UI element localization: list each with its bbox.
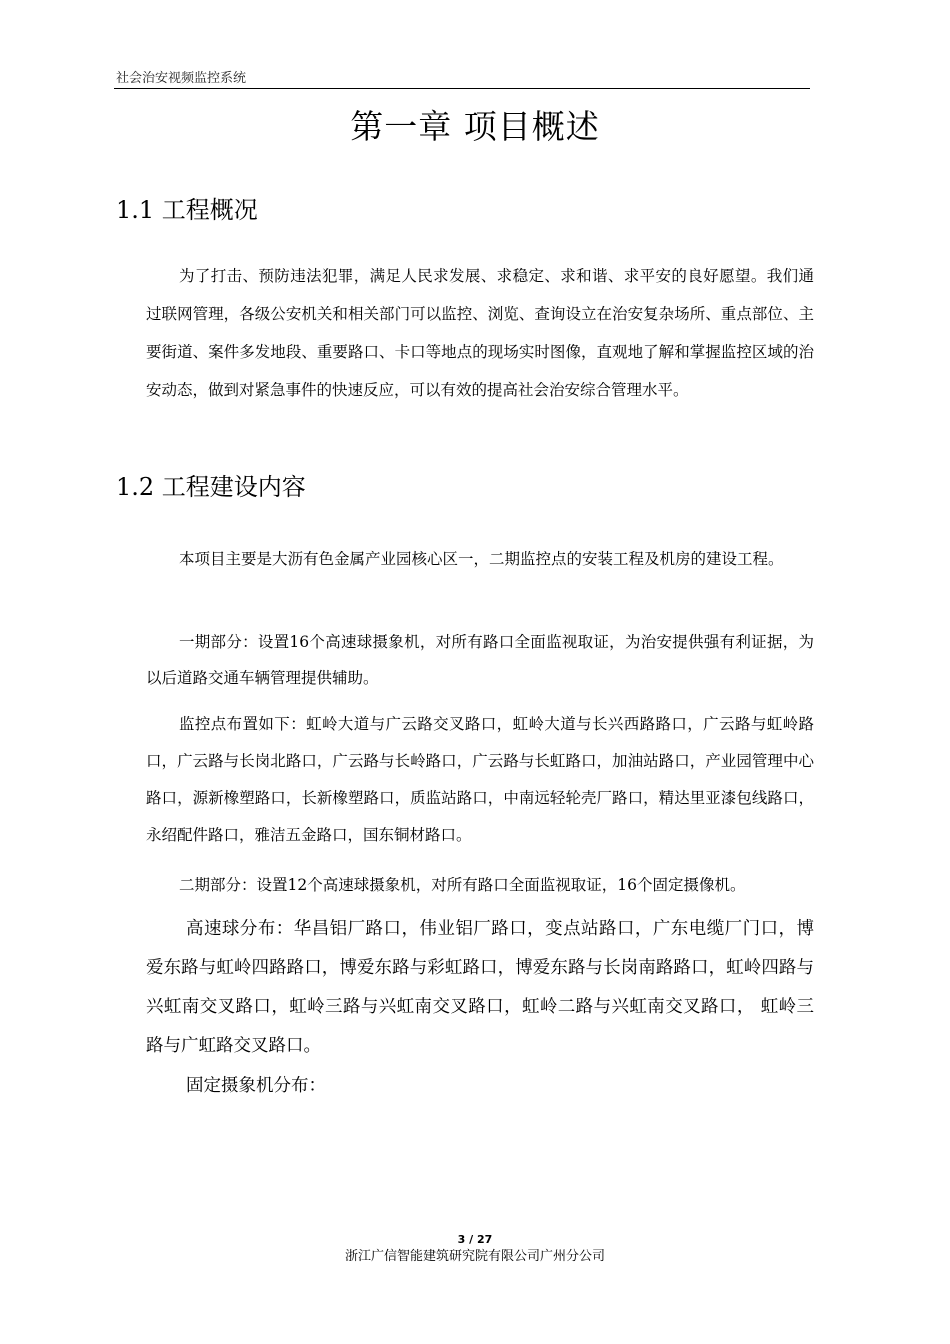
paragraph-scope: 本项目主要是大沥有色金属产业园核心区一，二期监控点的安装工程及机房的建设工程。 [179, 550, 784, 568]
paragraph-monitor-points: 监控点布置如下：虹岭大道与广云路交叉路口，虹岭大道与长兴西路路口，广云路与虹岭路口，广云路与长岗北路口，广云路与长岭路口，广云路与长虹路口，加油站路口，产业园管理中心路口，源新橡塑路口，长新橡塑路口，质监站路口，中南远轻轮壳厂路口，精达里亚漆包线路口，永绍配件路口，雅洁五金路口，国东铜材路口。 [146, 715, 814, 844]
paragraph-project-overview: 为了打击、预防违法犯罪，满足人民求发展、求稳定、求和谐、求平安的良好愿望。我们通过联网管理，各级公安机关和相关部门可以监控、浏览、查询设立在治安复杂场所、重点部位、主要街道、案件多发地段、重要路口、卡口等地点的现场实时图像，直观地了解和掌握监控区域的治安动态，做到对紧急事件的快速反应，可以有效的提高社会治安综合管理水平。 [146, 267, 814, 399]
paragraph-phase-one: 一期部分：设置16个高速球摄象机，对所有路口全面监视取证，为治安提供强有利证据，为以后道路交通车辆管理提供辅助。 [146, 633, 814, 687]
footer-company: 浙江广信智能建筑研究院有限公司广州分公司 [344, 1249, 605, 1264]
section-heading-1-2: 1.2 工程建设内容 [116, 473, 306, 501]
paragraph-dome-distribution: 高速球分布：华昌铝厂路口，伟业铝厂路口，变点站路口，广东电缆厂门口，博爱东路与虹岭四路路口，博爱东路与彩虹路口，博爱东路与长岗南路路口，虹岭四路与兴虹南交叉路口，虹岭三路与兴虹南交叉路口，虹岭二路与兴虹南交叉路口， 虹岭三路与广虹路交叉路口。 [146, 919, 814, 1056]
chapter-title: 第一章 项目概述 [350, 107, 600, 146]
paragraph-fixed-camera-distribution: 固定摄象机分布： [186, 1076, 326, 1096]
running-header: 社会治安视频监控系统 [116, 71, 247, 86]
header-rule [114, 88, 810, 89]
section-heading-1-1: 1.1 工程概况 [116, 196, 258, 224]
paragraph-phase-two: 二期部分：设置12个高速球摄象机，对所有路口全面监视取证，16个固定摄像机。 [179, 876, 746, 894]
page-number: 3 / 27 [457, 1233, 493, 1246]
